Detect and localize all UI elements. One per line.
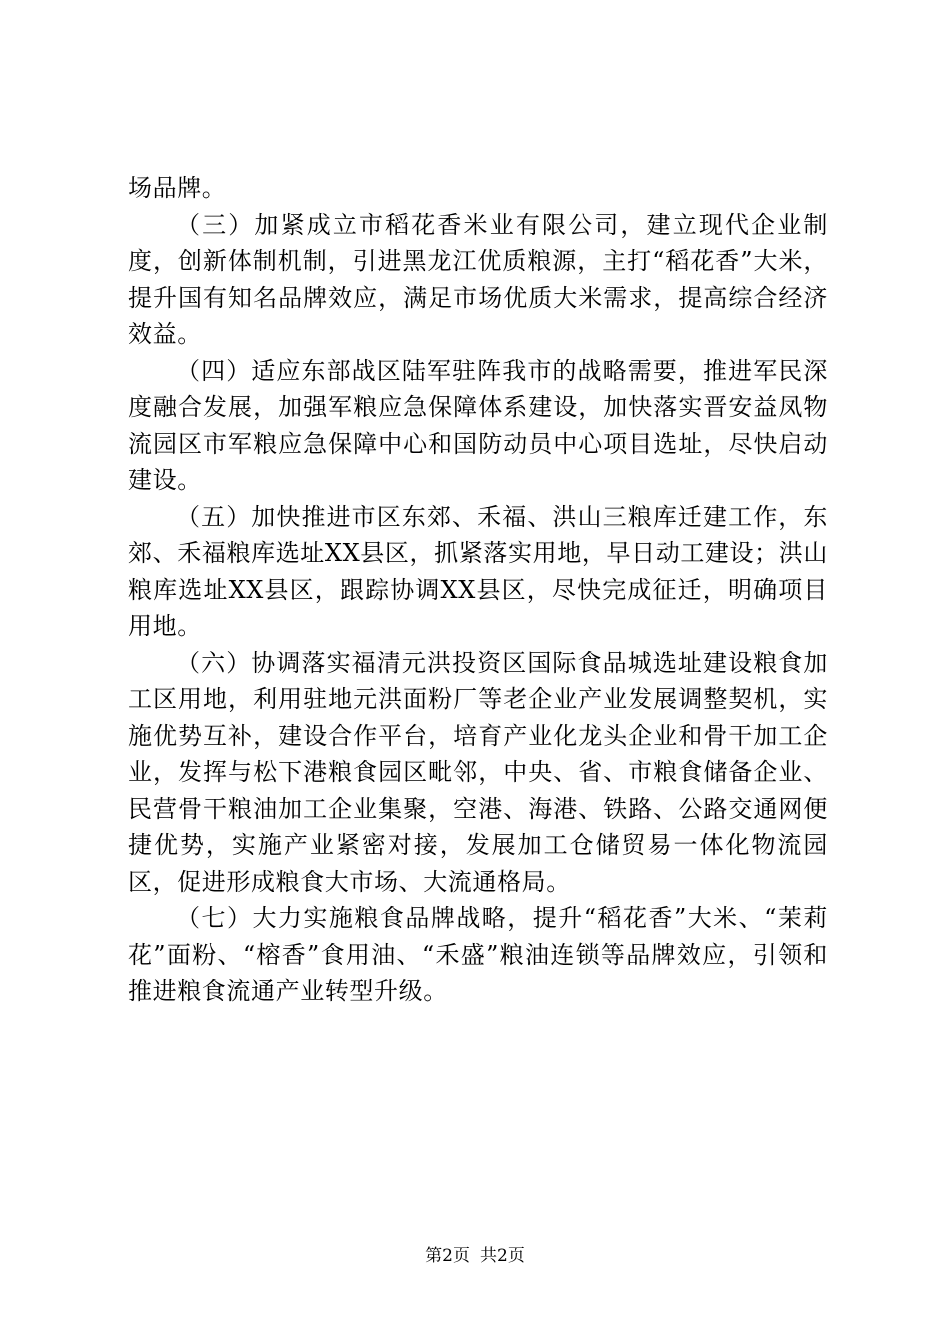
page-footer	[0, 1244, 950, 1268]
paragraph-item-4: （四）适应东部战区陆军驻阵我市的战略需要，推进军民深度融合发展，加强军粮应急保障体系建设，加快落实晋安益凤物流园区市军粮应急保障中心和国防动员中心项目选址，尽快启动建设。	[128, 356, 828, 494]
document-body	[128, 170, 828, 1010]
paragraph-item-5: （五）加快推进市区东郊、禾福、洪山三粮库迁建工作，东郊、禾福粮库选址XX县区，抓紧落实用地，早日动工建设；洪山粮库选址XX县区，跟踪协调XX县区，尽快完成征迁，明确项目用地。	[128, 502, 828, 640]
paragraph-item-3: （三）加紧成立市稻花香米业有限公司，建立现代企业制度，创新体制机制，引进黑龙江优质粮源，主打“稻花香”大米，提升国有知名品牌效应，满足市场优质大米需求，提高综合经济效益。	[128, 210, 828, 348]
paragraph-continuation: 场品牌。	[128, 174, 227, 202]
paragraph-item-6: （六）协调落实福清元洪投资区国际食品城选址建设粮食加工区用地，利用驻地元洪面粉厂等老企业产业发展调整契机，实施优势互补，建设合作平台，培育产业化龙头企业和骨干加工企业，发挥与松下港粮食园区毗邻，中央、省、市粮食储备企业、民营骨干粮油加工企业集聚，空港、海港、铁路、公路交通网便捷优势，实施产业紧密对接，发展加工仓储贸易一体化物流园区，促进形成粮食大市场、大流通格局。	[128, 648, 828, 896]
page-number: 第2页	[425, 1246, 470, 1266]
page-total: 共2页	[480, 1246, 525, 1266]
paragraph-item-7: （七）大力实施粮食品牌战略，提升“稻花香”大米、“茉莉花”面粉、“榕香”食用油、“禾盛”粮油连锁等品牌效应，引领和推进粮食流通产业转型升级。	[128, 904, 828, 1005]
